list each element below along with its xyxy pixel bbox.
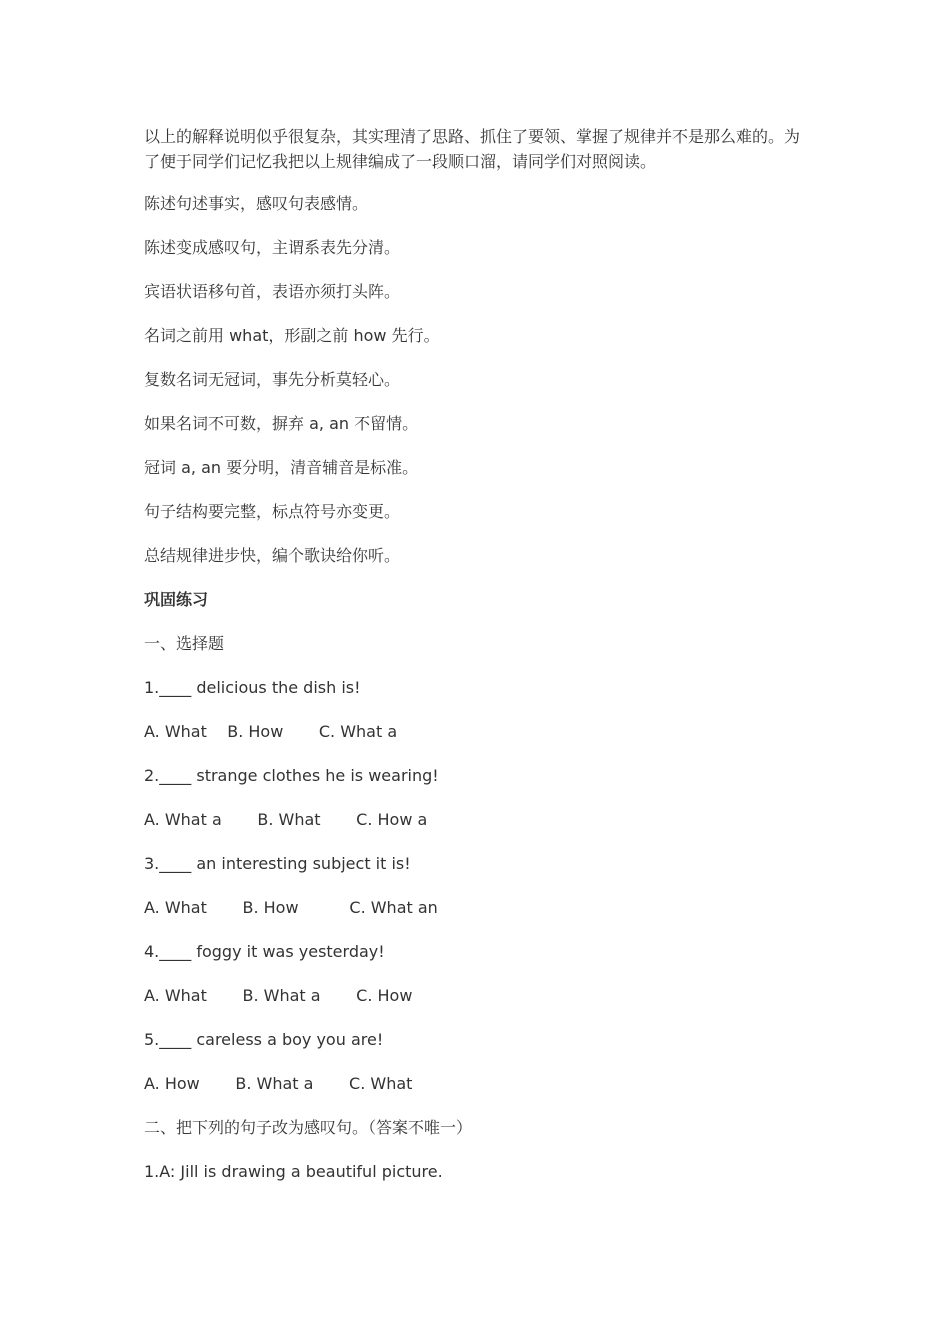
section2-title: 二、把下列的句子改为感叹句。（答案不唯一） — [144, 1118, 473, 1137]
rhyme-line: 冠词 a, an 要分明，清音辅音是标准。 — [144, 458, 419, 477]
rhyme-line: 陈述变成感叹句，主谓系表先分清。 — [144, 238, 401, 257]
rhyme-line: 名词之前用 what，形副之前 how 先行。 — [144, 326, 440, 345]
section2-item: 1.A: Jill is drawing a beautiful picture. — [144, 1162, 443, 1181]
question-stem: 4.____ foggy it was yesterday! — [144, 942, 385, 961]
question-options: A. What B. What a C. How — [144, 986, 413, 1005]
question-stem: 5.____ careless a boy you are! — [144, 1030, 384, 1049]
rhyme-line: 陈述句述事实，感叹句表感情。 — [144, 194, 369, 213]
question-stem: 1.____ delicious the dish is! — [144, 678, 361, 697]
rhyme-line: 如果名词不可数，摒弃 a, an 不留情。 — [144, 414, 419, 433]
question-options: A. What a B. What C. How a — [144, 810, 428, 829]
rhyme-line: 复数名词无冠词，事先分析莫轻心。 — [144, 370, 401, 389]
rhyme-line: 句子结构要完整，标点符号亦变更。 — [144, 502, 401, 521]
question-stem: 3.____ an interesting subject it is! — [144, 854, 411, 873]
document-page — [144, 124, 814, 1205]
question-options: A. What B. How C. What a — [144, 722, 398, 741]
practice-heading: 巩固练习 — [144, 590, 209, 609]
question-options: A. How B. What a C. What — [144, 1074, 413, 1093]
rhyme-line: 宾语状语移句首，表语亦须打头阵。 — [144, 282, 401, 301]
rhyme-line: 总结规律进步快，编个歌诀给你听。 — [144, 546, 401, 565]
section1-title: 一、选择题 — [144, 634, 225, 653]
question-stem: 2.____ strange clothes he is wearing! — [144, 766, 439, 785]
intro-paragraph: 以上的解释说明似乎很复杂，其实理清了思路、抓住了要领、掌握了规律并不是那么难的。为了便于同学们记忆我把以上规律编成了一段顺口溜，请同学们对照阅读。 — [144, 127, 801, 171]
question-options: A. What B. How C. What an — [144, 898, 438, 917]
